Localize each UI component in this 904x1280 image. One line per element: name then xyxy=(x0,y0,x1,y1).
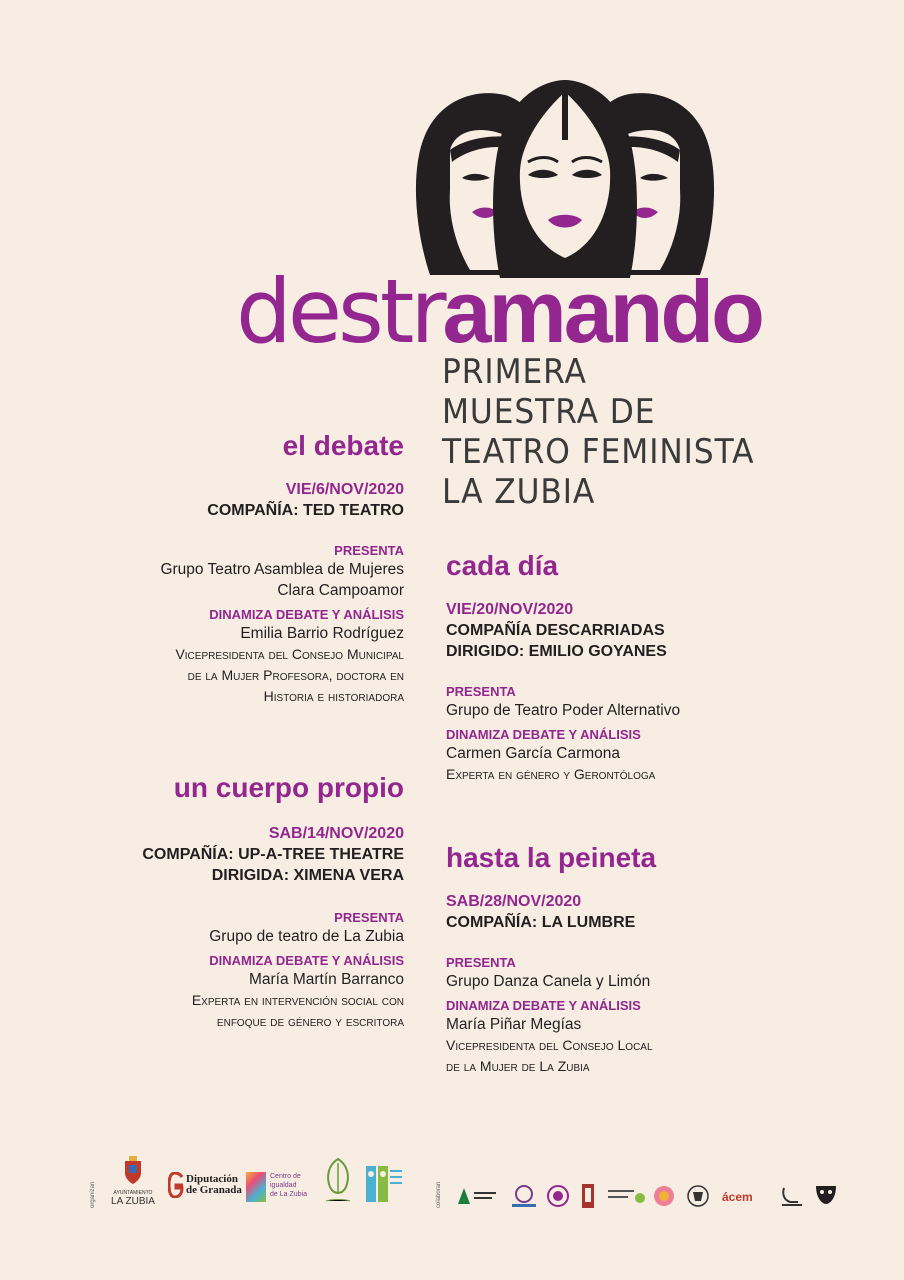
show-company: DIRIGIDA: XIMENA VERA xyxy=(211,867,404,884)
subtitle-line: MUESTRA DE xyxy=(442,392,656,432)
show-company: COMPAÑÍA DESCARRIADAS xyxy=(446,622,665,639)
show-company: COMPAÑÍA: TED TEATRO xyxy=(207,502,404,519)
ayto-name: LA ZUBIA xyxy=(111,1196,155,1207)
brand-wordmark xyxy=(236,260,762,363)
show-el-debate xyxy=(74,430,404,707)
subtitle-line: TEATRO FEMINISTA xyxy=(442,432,755,472)
show-date: SAB/28/NOV/2020 xyxy=(446,893,582,910)
dinamiza-label: DINAMIZA DEBATE Y ANÁLISIS xyxy=(209,953,404,968)
show-company: COMPAÑÍA: UP-A-TREE THEATRE xyxy=(142,846,404,863)
show-title: un cuerpo propio xyxy=(173,772,404,803)
presenta-label: PRESENTA xyxy=(334,910,404,925)
show-date: SAB/14/NOV/2020 xyxy=(268,825,404,842)
centro-color-icon xyxy=(246,1172,266,1202)
presenta-label: PRESENTA xyxy=(334,543,404,558)
dinamiza-name: María Piñar Megías xyxy=(446,1016,582,1033)
show-company: COMPAÑÍA: LA LUMBRE xyxy=(446,914,636,931)
acem-logo: ácem xyxy=(722,1190,753,1204)
show-un-cuerpo-propio xyxy=(74,772,404,1032)
presenta-line: Clara Campoamor xyxy=(277,582,404,599)
presenta-line: Grupo de teatro de La Zubia xyxy=(209,928,404,945)
brand-word-part1: destr xyxy=(236,260,443,363)
social-logo-icon xyxy=(606,1186,646,1208)
dinamiza-role: enfoque de género y escritora xyxy=(216,1013,404,1029)
pacto-estado-logo-icon xyxy=(510,1184,538,1210)
footer-logos xyxy=(80,1150,860,1220)
dinamiza-role: de la Mujer Profesora, doctora en xyxy=(187,667,404,683)
presenta-label: PRESENTA xyxy=(446,955,516,970)
diputacion-g-icon xyxy=(168,1172,184,1198)
dinamiza-label: DINAMIZA DEBATE Y ANÁLISIS xyxy=(446,998,641,1013)
dinamiza-role: de la Mujer de La Zubia xyxy=(446,1058,590,1074)
show-date: VIE/6/NOV/2020 xyxy=(285,481,404,498)
event-subtitle xyxy=(442,352,754,512)
three-women-illustration xyxy=(410,80,720,280)
show-hasta-la-peineta xyxy=(446,842,786,1077)
organizan-label: organizan xyxy=(90,1181,96,1208)
dinamiza-label: DINAMIZA DEBATE Y ANÁLISIS xyxy=(446,727,641,742)
theatre-logo-icon xyxy=(778,1184,804,1210)
floral-circle-logo-icon xyxy=(652,1184,676,1208)
presenta-line: Grupo Danza Canela y Limón xyxy=(446,973,651,990)
dinamiza-role: Experta en intervención social con xyxy=(191,992,404,1008)
show-title: cada día xyxy=(446,550,559,581)
dinamiza-name: María Martín Barranco xyxy=(248,971,404,988)
subtitle-line: LA ZUBIA xyxy=(442,472,596,512)
presenta-line: Grupo de Teatro Poder Alternativo xyxy=(446,702,681,719)
centro-line: igualdad xyxy=(270,1182,297,1189)
dinamiza-label: DINAMIZA DEBATE Y ANÁLISIS xyxy=(209,607,404,622)
show-date: VIE/20/NOV/2020 xyxy=(446,601,574,618)
dinamiza-role: Vicepresidenta del Consejo Local xyxy=(446,1037,653,1053)
dinamiza-name: Emilia Barrio Rodríguez xyxy=(240,625,404,642)
brand-word-part2: amando xyxy=(442,262,762,361)
show-cada-dia xyxy=(446,550,786,785)
ayto-small-text: AYUNTAMIENTO xyxy=(113,1190,153,1196)
red-rectangle-logo-icon xyxy=(580,1182,596,1210)
purple-circle-logo-icon xyxy=(546,1184,570,1208)
presenta-line: Grupo Teatro Asamblea de Mujeres xyxy=(160,561,404,578)
crest-logo-icon xyxy=(686,1184,710,1208)
green-leaf-logo-icon xyxy=(320,1155,356,1207)
diputacion-line: de Granada xyxy=(186,1184,242,1196)
masks-logo-icon xyxy=(812,1180,840,1210)
show-title: hasta la peineta xyxy=(446,842,657,873)
colaboran-label: colaboran xyxy=(436,1181,442,1208)
diputacion-line: Diputación xyxy=(186,1173,238,1185)
show-title: el debate xyxy=(282,430,404,461)
dinamiza-role: Historia e historiadora xyxy=(263,688,404,704)
dinamiza-name: Carmen García Carmona xyxy=(446,745,621,762)
subtitle-line: PRIMERA xyxy=(442,352,587,392)
dinamiza-role: Vicepresidenta del Consejo Municipal xyxy=(175,646,404,662)
coat-of-arms-icon xyxy=(121,1155,145,1185)
teal-bars-logo-icon xyxy=(364,1164,404,1208)
dinamiza-role: Experta en género y Gerontóloga xyxy=(446,766,656,782)
centro-line: Centro de xyxy=(270,1173,301,1180)
junta-andalucia-logo-icon xyxy=(454,1184,498,1208)
presenta-label: PRESENTA xyxy=(446,684,516,699)
centro-line: de La Zubia xyxy=(270,1191,307,1198)
show-company: DIRIGIDO: EMILIO GOYANES xyxy=(446,643,667,660)
ayuntamiento-logo xyxy=(108,1155,158,1207)
